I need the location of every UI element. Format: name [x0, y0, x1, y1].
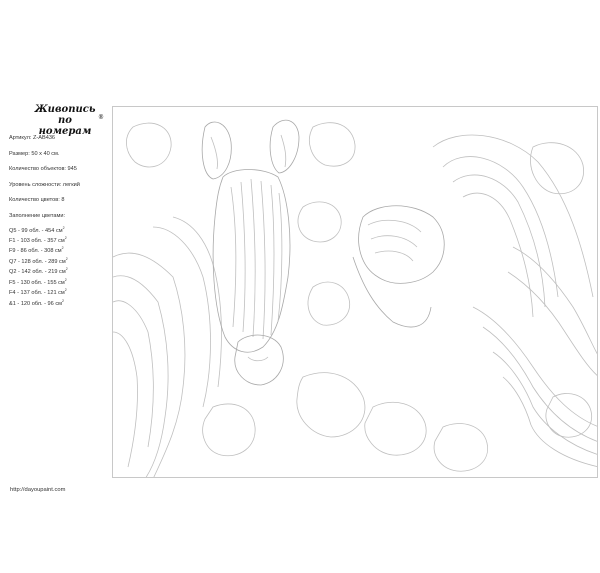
object-count: Количество объектов: 945 [9, 166, 77, 172]
color-item: &1 - 120 обл. - 96 $см^2$ [9, 298, 64, 307]
article-number: Артикул: Z-AB436 [9, 135, 56, 141]
coloring-canvas [112, 106, 598, 478]
canvas-size: Размер: 50 х 40 см. [9, 150, 60, 157]
color-item: F4 - 137 обл. - 121 $см^2$ [9, 288, 67, 297]
color-item: Q7 - 128 обл. - 289 $см^2$ [9, 256, 68, 265]
color-item: Q5 - 99 обл. - 454 $см^2$ [9, 225, 65, 234]
color-item: F9 - 86 обл. - 308 $см^2$ [9, 246, 64, 255]
registered-mark: ® [98, 114, 104, 121]
zebra-outline-artwork [113, 107, 598, 478]
color-count: Количество цветов: 8 [9, 197, 65, 203]
difficulty-level: Уровень сложности: легкий [9, 181, 80, 188]
color-item: Q2 - 142 обл. - 219 $см^2$ [9, 267, 68, 276]
color-item: F5 - 130 обл. - 155 $см^2$ [9, 277, 67, 286]
color-list [9, 225, 109, 309]
kit-info-panel [9, 135, 109, 308]
color-item: F1 - 103 обл. - 357 $см^2$ [9, 235, 67, 244]
brand-logo [30, 104, 104, 137]
color-fill-label: Заполнение цветами: [9, 212, 66, 219]
logo-line-1: Живопись [34, 104, 96, 115]
logo-line-2: по номерам [38, 115, 92, 137]
website-url: http://dayoupaint.com [10, 487, 66, 493]
